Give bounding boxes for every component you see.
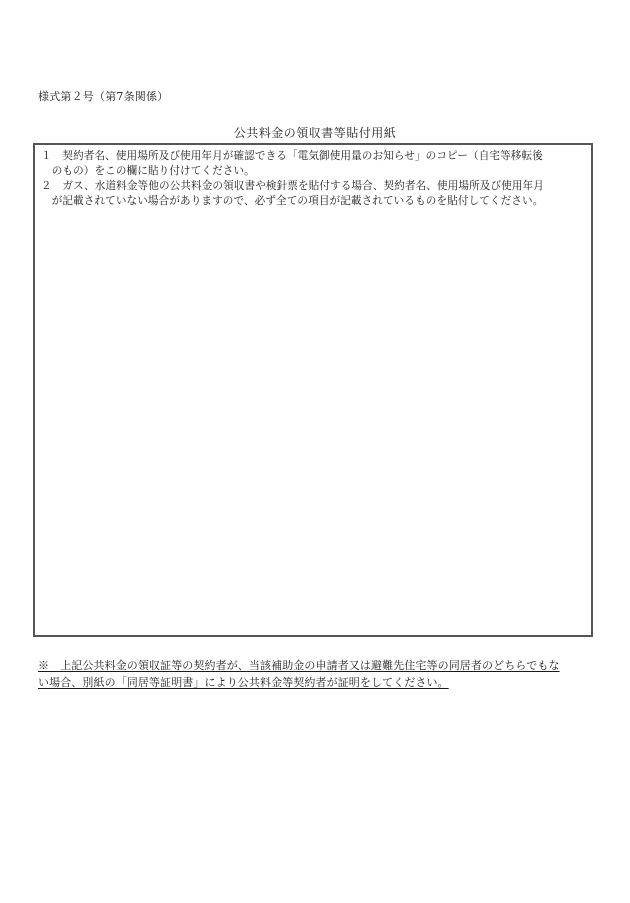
footnote	[38, 657, 594, 691]
instruction-item-2-line-1: ２ ガス、水道料金等他の公共料金の領収書や検針票を貼付する場合、契約者名、使用場所及び使用年月	[41, 180, 544, 192]
receipt-paste-area	[33, 143, 593, 637]
form-number: 様式第２号（第7条関係）	[38, 90, 169, 103]
footnote-line-2: い場合、別紙の「同居等証明書」により公共料金等契約者が証明をしてください。	[38, 676, 449, 689]
instructions	[41, 149, 585, 209]
instruction-item-1-line-2: のもの）をこの欄に貼り付けてください。	[41, 165, 255, 177]
page-title: 公共料金の領収書等貼付用紙	[233, 126, 397, 140]
instruction-item-1-line-1: １ 契約者名、使用場所及び使用年月が確認できる「電気御使用量のお知らせ」のコピー（自宅等移転後	[41, 150, 543, 162]
footnote-line-1: ※ 上記公共料金の領収証等の契約者が、当該補助金の申請者又は避難先住宅等の同居者のどちらでもな	[38, 659, 560, 672]
instruction-item-2-line-2: が記載されていない場合がありますので、必ず全ての項目が記載されているものを貼付してください。	[41, 195, 544, 207]
